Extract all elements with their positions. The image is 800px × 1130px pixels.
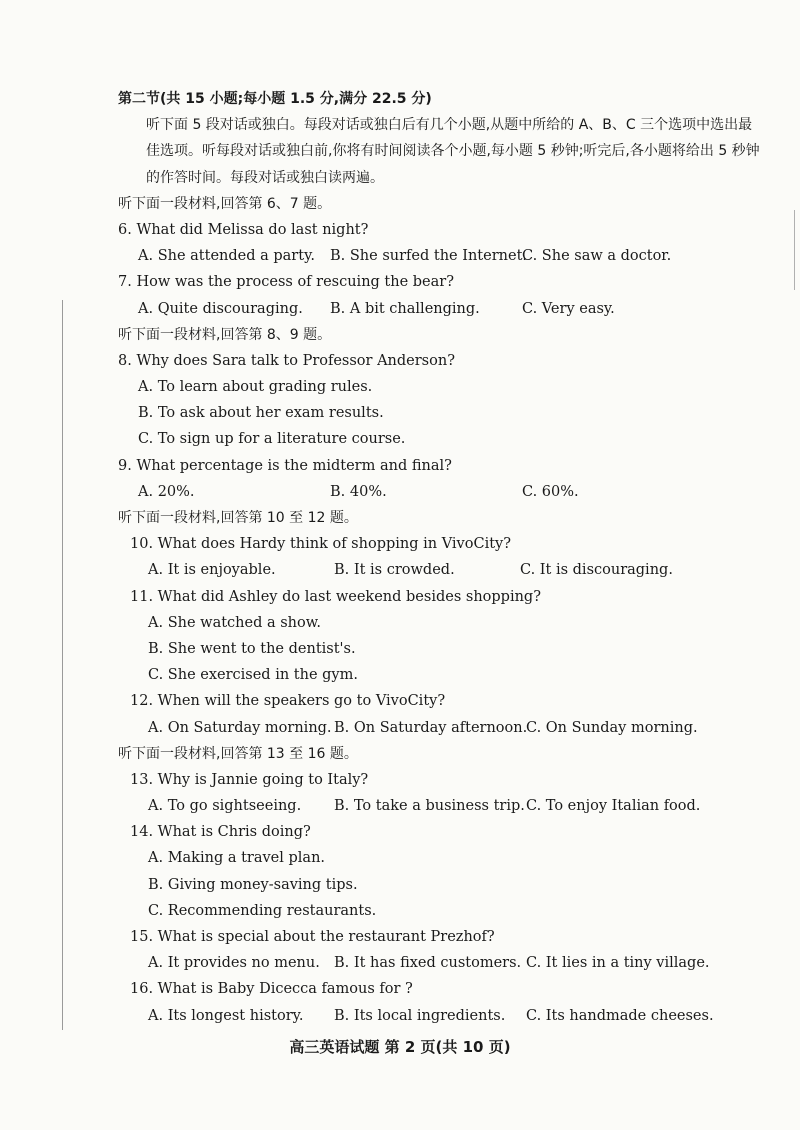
option-a: A. On Saturday morning.: [148, 719, 332, 736]
page-edge-mark: [794, 210, 795, 290]
option-a: A. To go sightseeing.: [148, 798, 302, 815]
section-title: 第二节(共 15 小题;每小题 1.5 分,满分 22.5 分): [118, 91, 432, 107]
question-block: [130, 767, 758, 1029]
section-instructions: 听下面 5 段对话或独白。每段对话或独白后有几个小题,从题中所给的 A、B、C 三个选项中选出最佳选项。听每段对话或独白前,你将有时间阅读各个小题,每小题 5 秒钟;听完后,各小题将给出 5 秒钟的作答时间。每段对话或独白读两遍。: [146, 117, 760, 186]
option-a: A. Quite discouraging.: [138, 300, 303, 317]
binding-margin-line: [62, 300, 63, 1030]
option-a: A. Making a travel plan.: [148, 850, 326, 867]
question-text: 6. What did Melissa do last night?: [118, 221, 369, 238]
group-intro: 听下面一段材料,回答第 8、9 题。: [118, 326, 332, 343]
option-c: C. It lies in a tiny village.: [526, 955, 710, 972]
question-text: 8. Why does Sara talk to Professor Anderson?: [118, 352, 455, 369]
option-b: B. She surfed the Internet.: [330, 248, 528, 265]
option-c: C. It is discouraging.: [520, 562, 673, 579]
option-a: A. Its longest history.: [148, 1007, 304, 1024]
question-text: 12. When will the speakers go to VivoCity?: [130, 693, 446, 710]
group-intro: 听下面一段材料,回答第 13 至 16 题。: [118, 745, 358, 762]
options-row: [130, 557, 758, 583]
question-block: [130, 531, 758, 741]
option-a: A. She attended a party.: [138, 248, 315, 265]
question-text: 11. What did Ashley do last weekend besides shopping?: [130, 588, 541, 605]
question-text: 9. What percentage is the midterm and final?: [118, 457, 452, 474]
question-text: 14. What is Chris doing?: [130, 824, 311, 841]
options-row: [130, 793, 758, 819]
option-b: B. To take a business trip.: [334, 798, 525, 815]
options-row: [130, 1003, 758, 1029]
option-c: C. To enjoy Italian food.: [526, 798, 701, 815]
option-b: B. To ask about her exam results.: [138, 405, 384, 422]
option-b: B. Giving money-saving tips.: [148, 876, 358, 893]
question-text: 7. How was the process of rescuing the bear?: [118, 274, 454, 291]
option-a: A. It is enjoyable.: [148, 562, 276, 579]
option-c: C. To sign up for a literature course.: [138, 431, 406, 448]
question-text: 13. Why is Jannie going to Italy?: [130, 771, 369, 788]
option-b: B. A bit challenging.: [330, 300, 480, 317]
option-c: C. On Sunday morning.: [526, 719, 698, 736]
options-row: [118, 296, 758, 322]
option-c: C. 60%.: [522, 483, 579, 500]
options-row: [118, 243, 758, 269]
option-a: A. 20%.: [138, 483, 195, 500]
group-intro: 听下面一段材料,回答第 10 至 12 题。: [118, 510, 358, 527]
exam-content: [118, 86, 758, 1029]
option-c: C. She exercised in the gym.: [148, 667, 358, 684]
group-intro: 听下面一段材料,回答第 6、7 题。: [118, 195, 332, 212]
option-c: C. Recommending restaurants.: [148, 902, 377, 919]
page-footer: 高三英语试题 第 2 页(共 10 页): [289, 1038, 511, 1056]
option-b: B. It is crowded.: [334, 562, 455, 579]
option-a: A. It provides no menu.: [148, 955, 320, 972]
question-text: 16. What is Baby Dicecca famous for ?: [130, 981, 413, 998]
option-b: B. It has fixed customers.: [334, 955, 522, 972]
options-row: [130, 950, 758, 976]
options-row: [130, 715, 758, 741]
option-b: B. She went to the dentist's.: [148, 640, 356, 657]
option-c: C. Its handmade cheeses.: [526, 1007, 714, 1024]
option-a: A. She watched a show.: [148, 614, 322, 631]
option-c: C. Very easy.: [522, 300, 615, 317]
option-b: B. Its local ingredients.: [334, 1007, 506, 1024]
options-row: [118, 479, 758, 505]
question-text: 10. What does Hardy think of shopping in VivoCity?: [130, 536, 512, 553]
option-a: A. To learn about grading rules.: [138, 379, 373, 396]
option-b: B. 40%.: [330, 483, 387, 500]
option-b: B. On Saturday afternoon.: [334, 719, 528, 736]
option-c: C. She saw a doctor.: [522, 248, 672, 265]
question-text: 15. What is special about the restaurant Prezhof?: [130, 929, 495, 946]
